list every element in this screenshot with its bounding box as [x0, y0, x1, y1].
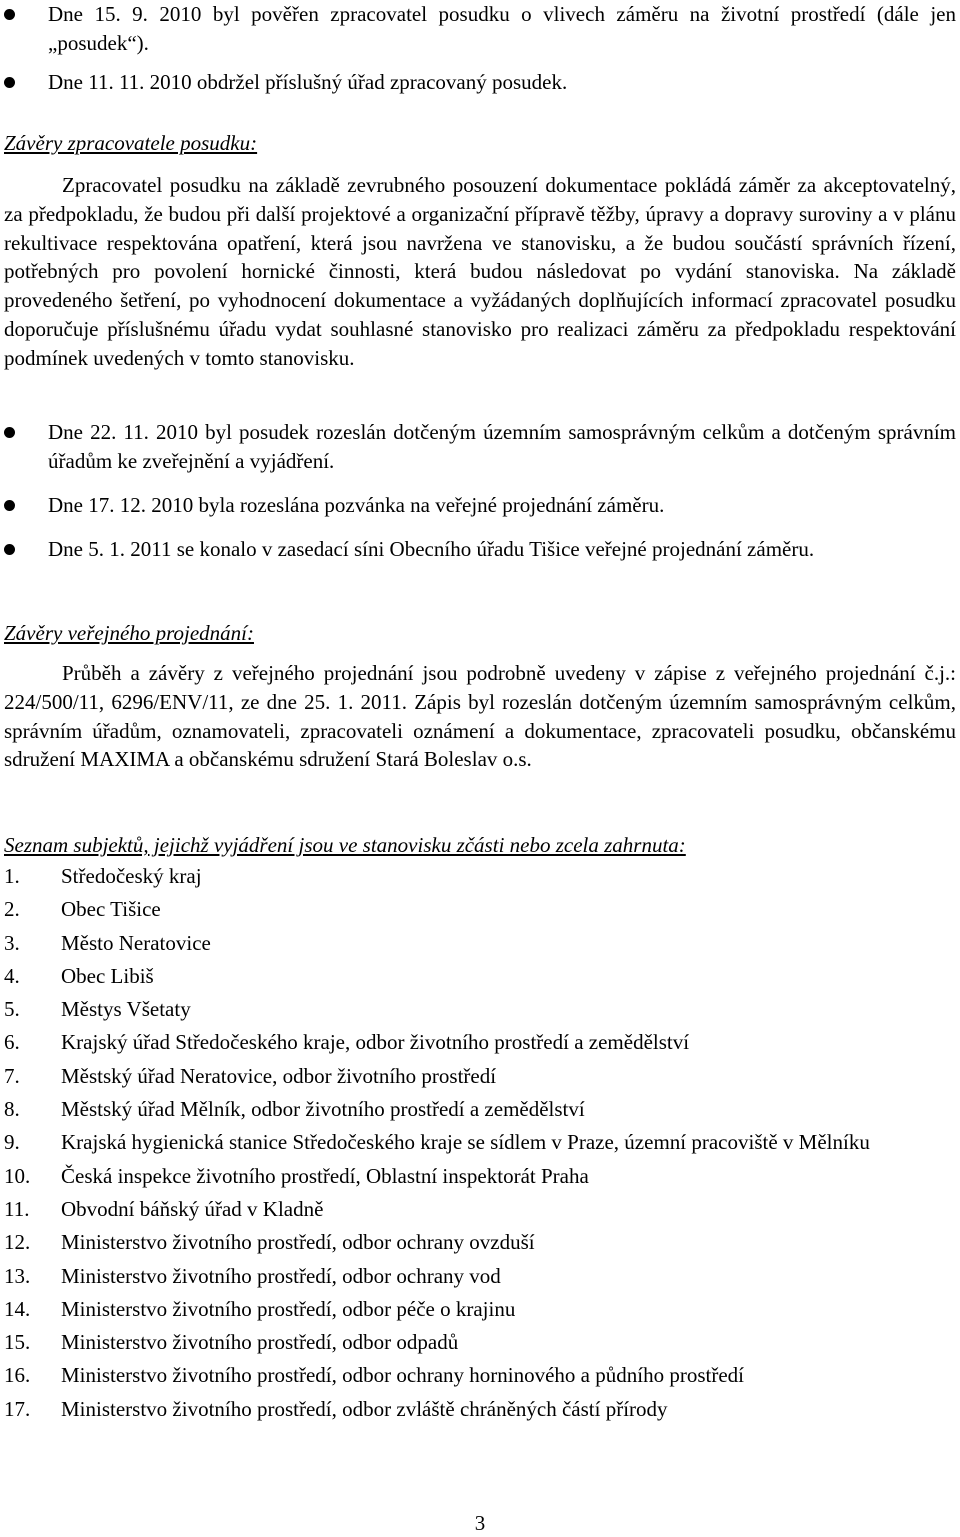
list-item-text: Ministerstvo životního prostředí, odbor péče o krajinu: [61, 1296, 516, 1321]
list-item-text: Městský úřad Mělník, odbor životního prostředí a zemědělství: [61, 1097, 585, 1122]
bullet-text: Dne 17. 12. 2010 byla rozeslána pozvánka na veřejné projednání záměru.: [48, 493, 665, 517]
list-item-number: 16.: [4, 1363, 31, 1388]
list-item-number: 6.: [4, 1030, 20, 1055]
list-item-text: Obec Libiš: [61, 963, 154, 988]
bullet-item: [0, 418, 956, 476]
list-item-text: Ministerstvo životního prostředí, odbor ochrany vod: [61, 1263, 501, 1288]
bullet-item: [0, 535, 956, 564]
list-item-number: 17.: [4, 1396, 31, 1421]
list-item-text: Ministerstvo životního prostředí, odbor ochrany horninového a půdního prostředí: [61, 1363, 744, 1388]
list-item: [4, 962, 956, 991]
list-item-number: 7.: [4, 1063, 20, 1088]
list-item: [4, 1295, 956, 1324]
bullet-icon: [4, 500, 15, 511]
list-item-number: 14.: [4, 1296, 31, 1321]
bullet-item: [0, 0, 956, 58]
list-item: [4, 862, 956, 891]
paragraph-text: Průběh a závěry z veřejného projednání jsou podrobně uvedeny v zápise z veřejného projednání č.j.: 224/500/11, 6296/ENV/11, ze dne 25. 1. 2011. Zápis byl rozeslán dotčeným územním samosprávným celkům, správním úřadům, oznamovateli, zpracovateli oznámení a dokumentace, zpracovateli posudku, občanskému sdružení MAXIMA a občanskému sdružení Stará Boleslav o.s.: [4, 661, 956, 772]
list-item-text: Městys Všetaty: [61, 997, 191, 1022]
list-item-number: 12.: [4, 1230, 31, 1255]
list-item-text: Ministerstvo životního prostředí, odbor ochrany ovzduší: [61, 1230, 535, 1255]
list-item-number: 10.: [4, 1163, 31, 1188]
list-item: [4, 1128, 956, 1157]
list-item: [4, 1228, 956, 1257]
list-item-text: Krajská hygienická stanice Středočeského kraje se sídlem v Praze, územní pracoviště v Mělníku: [61, 1130, 870, 1155]
list-item-number: 5.: [4, 997, 20, 1022]
list-item: [4, 1028, 956, 1057]
bullet-text: Dne 5. 1. 2011 se konalo v zasedací síni Obecního úřadu Tišice veřejné projednání záměru.: [48, 537, 815, 561]
list-item-text: Česká inspekce životního prostředí, Oblastní inspektorát Praha: [61, 1163, 589, 1188]
list-item-text: Městský úřad Neratovice, odbor životního prostředí: [61, 1063, 497, 1088]
section-heading-subjects-list: Seznam subjektů, jejichž vyjádření jsou ve stanovisku zčásti nebo zcela zahrnuta:: [4, 833, 686, 857]
paragraph-text: Zpracovatel posudku na základě zevrubného posouzení dokumentace pokládá záměr za akceptovatelný, za předpokladu, že budou při další projektové a organizační přípravě těžby, úpravy a dopravy suroviny a v plánu rekultivace respektována opatření, která jsou navržena ve stanovisku, a že budou součástí správních řízení, potřebných pro povolení hornické činnosti, která budou následovat po vydání stanoviska. Na základě provedeného šetření, po vyhodnocení dokumentace a vyžádaných doplňujících informací zpracovatel posudku doporučuje příslušnému úřadu vydat souhlasné stanovisko pro realizaci záměru za předpokladu respektování podmínek uvedených v tomto stanovisku.: [4, 173, 956, 370]
processor-conclusions-paragraph: [4, 171, 956, 373]
bullet-icon: [4, 427, 15, 438]
subjects-list: [4, 862, 956, 1428]
list-item-text: Obvodní báňský úřad v Kladně: [61, 1196, 324, 1221]
list-item-number: 8.: [4, 1097, 20, 1122]
list-item-text: Krajský úřad Středočeského kraje, odbor životního prostředí a zemědělství: [61, 1030, 690, 1055]
list-item: [4, 1395, 956, 1424]
list-item-number: 2.: [4, 897, 20, 922]
list-item: [4, 1062, 956, 1091]
section-heading-public-hearing-conclusions: Závěry veřejného projednání:: [4, 621, 254, 645]
list-item-text: Ministerstvo životního prostředí, odbor odpadů: [61, 1330, 459, 1355]
list-item-number: 4.: [4, 963, 20, 988]
list-item: [4, 1328, 956, 1357]
list-item-text: Ministerstvo životního prostředí, odbor zvláště chráněných částí přírody: [61, 1396, 668, 1421]
list-item: [4, 1162, 956, 1191]
list-item-text: Středočeský kraj: [61, 864, 202, 888]
bullet-text: Dne 11. 11. 2010 obdržel příslušný úřad zpracovaný posudek.: [48, 70, 568, 94]
bullet-icon: [4, 9, 15, 20]
list-item: [4, 1361, 956, 1390]
list-item: [4, 1262, 956, 1291]
list-item-number: 15.: [4, 1330, 31, 1355]
list-item-number: 1.: [4, 864, 20, 888]
public-hearing-paragraph: [4, 659, 956, 774]
list-item-number: 3.: [4, 930, 20, 955]
bullet-text: Dne 15. 9. 2010 byl pověřen zpracovatel posudku o vlivech záměru na životní prostředí (dále jen „posudek“).: [48, 2, 956, 55]
list-item: [4, 1195, 956, 1224]
bullet-item: [0, 68, 956, 97]
list-item-number: 13.: [4, 1263, 31, 1288]
list-item-text: Obec Tišice: [61, 897, 161, 922]
bullet-icon: [4, 77, 15, 88]
list-item: [4, 1095, 956, 1124]
list-item-number: 9.: [4, 1130, 20, 1155]
list-item: [4, 895, 956, 924]
section-heading-processor-conclusions: Závěry zpracovatele posudku:: [4, 131, 258, 155]
bullet-icon: [4, 544, 15, 555]
bullet-item: [0, 491, 956, 520]
list-item-text: Město Neratovice: [61, 930, 211, 955]
page-number: 3: [474, 1511, 486, 1535]
list-item: [4, 929, 956, 958]
bullet-text: Dne 22. 11. 2010 byl posudek rozeslán dotčeným územním samosprávným celkům a dotčeným správním úřadům ke zveřejnění a vyjádření.: [48, 420, 956, 473]
list-item: [4, 995, 956, 1024]
list-item-number: 11.: [4, 1196, 30, 1221]
